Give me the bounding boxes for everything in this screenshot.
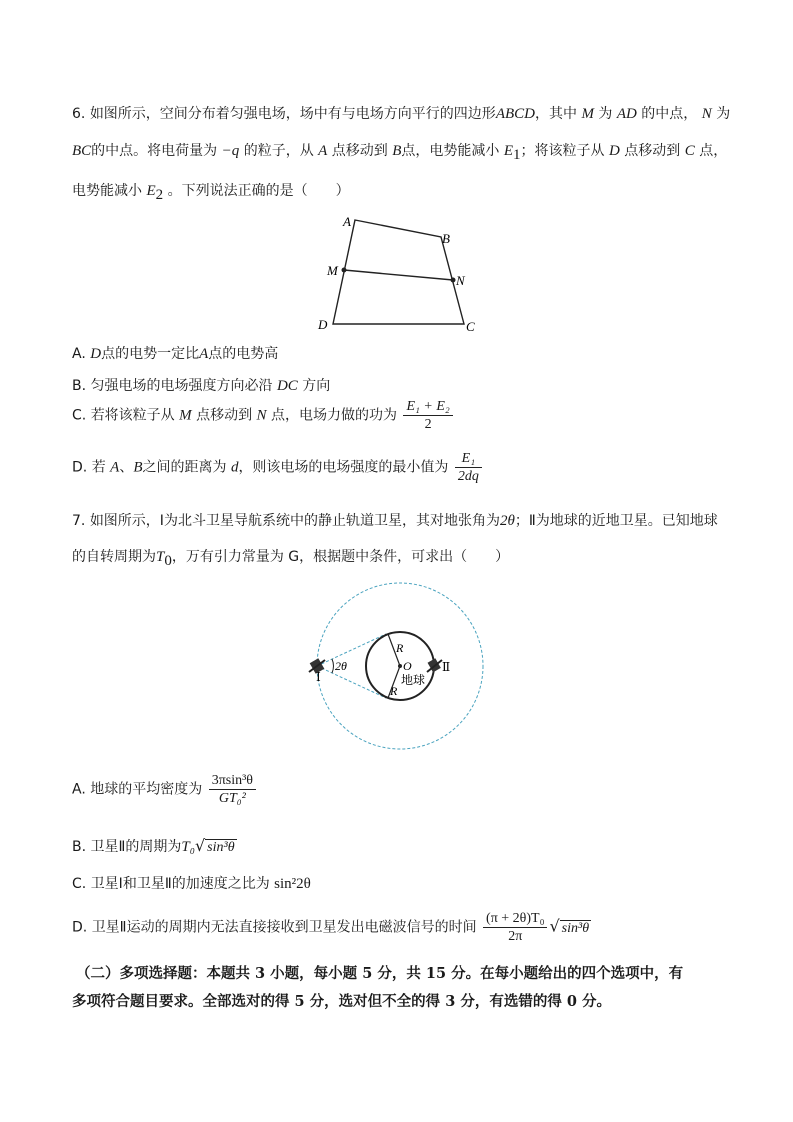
q7-option-c[interactable]	[72, 873, 311, 893]
q6-var-m: M	[581, 106, 594, 122]
q7-number: 7.	[72, 513, 86, 529]
q7-label-earth: 地球	[401, 673, 426, 687]
q6-e2-sub: 2	[155, 186, 164, 203]
q7-label-sat1: Ⅰ	[316, 670, 321, 684]
option-text: 点的电势一定比	[101, 346, 200, 362]
option-var: DC	[276, 378, 298, 394]
q6-text: 为	[598, 106, 613, 122]
q6-stem-line-3	[72, 180, 350, 204]
q7-label-o: O	[403, 659, 412, 673]
fraction-denominator: GT₀²	[218, 791, 246, 806]
option-text: 之间的距离为	[142, 459, 227, 476]
q6-option-c[interactable]	[72, 398, 455, 433]
q7-text: ；Ⅱ为地球的近地卫星。已知地球	[514, 513, 718, 529]
q6-label-m: M	[327, 263, 338, 278]
sqrt-icon: √	[549, 916, 560, 936]
q6-number: 6.	[72, 106, 86, 122]
option-radicand: sin³θ	[207, 840, 235, 855]
option-text: 点的电势高	[208, 346, 279, 362]
q6-var-d: D	[608, 143, 620, 159]
q6-var-b: B	[392, 143, 402, 159]
option-var: A	[110, 459, 120, 476]
option-var: A	[199, 346, 209, 362]
q7-label-r-lower: R	[390, 684, 398, 698]
option-var: B	[133, 459, 143, 476]
option-label: A.	[72, 346, 86, 362]
fraction-denominator: 2	[424, 417, 432, 432]
fraction-numerator: 3πsin³θ	[209, 772, 256, 790]
fraction-denominator: 2dq	[457, 469, 479, 484]
q6-var-bc: BC	[72, 143, 92, 159]
q7-t0: T	[156, 549, 165, 565]
satellite-icon	[427, 658, 442, 672]
q7-label-r-upper: R	[396, 641, 404, 655]
fraction-denominator: 2π	[508, 929, 523, 944]
q7-option-d[interactable]	[72, 910, 591, 945]
q7-option-b[interactable]	[72, 836, 237, 856]
q7-center	[398, 664, 402, 668]
section-heading-line-1: （二）多项选择题：本题共 3 小题，每小题 5 分，共 15 分。在每小题给出的四个选项中，有	[76, 965, 684, 982]
option-text: 地球的平均密度为	[90, 781, 203, 798]
sqrt-icon: √	[194, 836, 206, 855]
fraction-numerator: (π + 2θ)T₀	[483, 910, 547, 928]
option-var: D	[90, 346, 102, 362]
q6-text: 点移动到	[331, 143, 388, 159]
q7-stem-line-2	[72, 546, 509, 570]
q6-text: 的中点，	[641, 106, 698, 122]
q6-stem-line-1	[72, 103, 730, 123]
q7-stem-line-1	[72, 510, 718, 530]
q7-label-angle: 2θ	[335, 659, 347, 673]
q7-angle-arc	[332, 659, 334, 673]
q6-option-a[interactable]	[72, 343, 278, 363]
q7-tangent-line-upper	[317, 634, 386, 666]
q7-tangent-line-lower	[317, 666, 386, 698]
q6-point-n	[451, 278, 456, 283]
q6-text: ；将该粒子从	[520, 143, 605, 159]
option-label: C.	[72, 876, 87, 892]
q7a-fraction	[209, 772, 256, 807]
option-label: C.	[72, 407, 87, 424]
q6-e1: E	[503, 143, 514, 159]
q6-text: 为	[716, 106, 731, 122]
q7-text: 如图所示，Ⅰ为北斗卫星导航系统中的静止轨道卫星，其对地张角为	[89, 513, 500, 529]
option-text: 点移动到	[196, 407, 253, 424]
option-text: 卫星Ⅰ和卫星Ⅱ的加速度之比为	[90, 876, 270, 892]
q6-label-b: B	[442, 231, 450, 246]
q6-text: 。下列说法正确的是（ ）	[167, 183, 350, 199]
section-heading-line-2: 多项符合题目要求。全部选对的得 5 分，选对但不全的得 3 分，有选错的得 0 分。	[72, 993, 612, 1010]
fraction-numerator: E₁	[455, 450, 482, 468]
option-var: M	[179, 407, 192, 424]
q6-option-d[interactable]	[72, 450, 484, 485]
q6-label-c: C	[466, 319, 475, 334]
option-label: B.	[72, 378, 87, 394]
option-radicand: sin³θ	[561, 920, 590, 936]
option-text: ，则该电场的电场强度的最小值为	[238, 459, 449, 476]
q6-text: 点，电势能减小	[401, 143, 500, 159]
option-text: 卫星Ⅱ的周期为	[90, 839, 182, 855]
q6-charge: −q	[221, 143, 240, 159]
q6-var-ad: AD	[616, 106, 637, 122]
q7-option-a[interactable]	[72, 772, 258, 807]
q6-text: 电势能减小	[72, 183, 142, 199]
option-text: 匀强电场的电场强度方向必沿	[90, 378, 273, 394]
fraction-numerator: E₁ + E₂	[403, 398, 452, 416]
option-text: 方向	[302, 378, 331, 394]
q6-stem-line-2	[72, 140, 727, 164]
option-text: 、	[119, 459, 134, 476]
q6-label-a: A	[343, 214, 351, 229]
q6-label-d: D	[318, 317, 328, 332]
q6c-fraction	[403, 398, 452, 433]
q7-angle: 2θ	[499, 513, 515, 529]
q7-text: ，万有引力常量为 G，根据题中条件，可求出（ ）	[171, 549, 510, 565]
option-label: B.	[72, 839, 87, 855]
option-label: A.	[72, 781, 86, 798]
option-var: N	[256, 407, 267, 424]
q6-text: 点移动到	[624, 143, 681, 159]
q6d-fraction	[455, 450, 482, 485]
q6-quad-var: ABCD	[495, 106, 535, 122]
q6-e1-sub: 1	[513, 146, 521, 163]
option-label: D.	[72, 919, 88, 936]
q7-t0-sub: 0	[164, 552, 172, 569]
q6-label-n: N	[456, 273, 465, 288]
q6-point-m	[342, 268, 347, 273]
q7-label-sat2: Ⅱ	[442, 660, 451, 674]
q6-option-b[interactable]	[72, 375, 330, 395]
q6-mn-line	[344, 270, 453, 280]
q6-var-c: C	[684, 143, 695, 159]
q6-quadrilateral-figure	[300, 205, 500, 340]
q7-text: 的自转周期为	[72, 549, 156, 565]
q6-text: 如图所示，空间分布着匀强电场，场中有与电场方向平行的四边形	[89, 106, 496, 122]
q6-text: ，其中	[534, 106, 577, 122]
q6-e2: E	[146, 183, 156, 199]
option-expr: T₀	[181, 839, 195, 855]
option-text: 卫星Ⅱ运动的周期内无法直接接收到卫星发出电磁波信号的时间	[91, 919, 477, 936]
q6-var-a: A	[318, 143, 328, 159]
q6-text: 的粒子，从	[243, 143, 314, 159]
option-expr: sin²2θ	[274, 876, 311, 892]
option-text: 若将该粒子从	[90, 407, 175, 424]
q7d-fraction	[483, 910, 547, 945]
q6-text: 的中点。将电荷量为	[91, 143, 218, 159]
option-text: 若	[91, 459, 106, 476]
option-label: D.	[72, 459, 88, 476]
option-text: 点，电场力做的功为	[271, 407, 398, 424]
q7-orbit-figure	[300, 580, 500, 760]
q6-text: 点，	[699, 143, 728, 159]
option-var: d	[230, 459, 239, 476]
q6-var-n: N	[701, 106, 712, 122]
